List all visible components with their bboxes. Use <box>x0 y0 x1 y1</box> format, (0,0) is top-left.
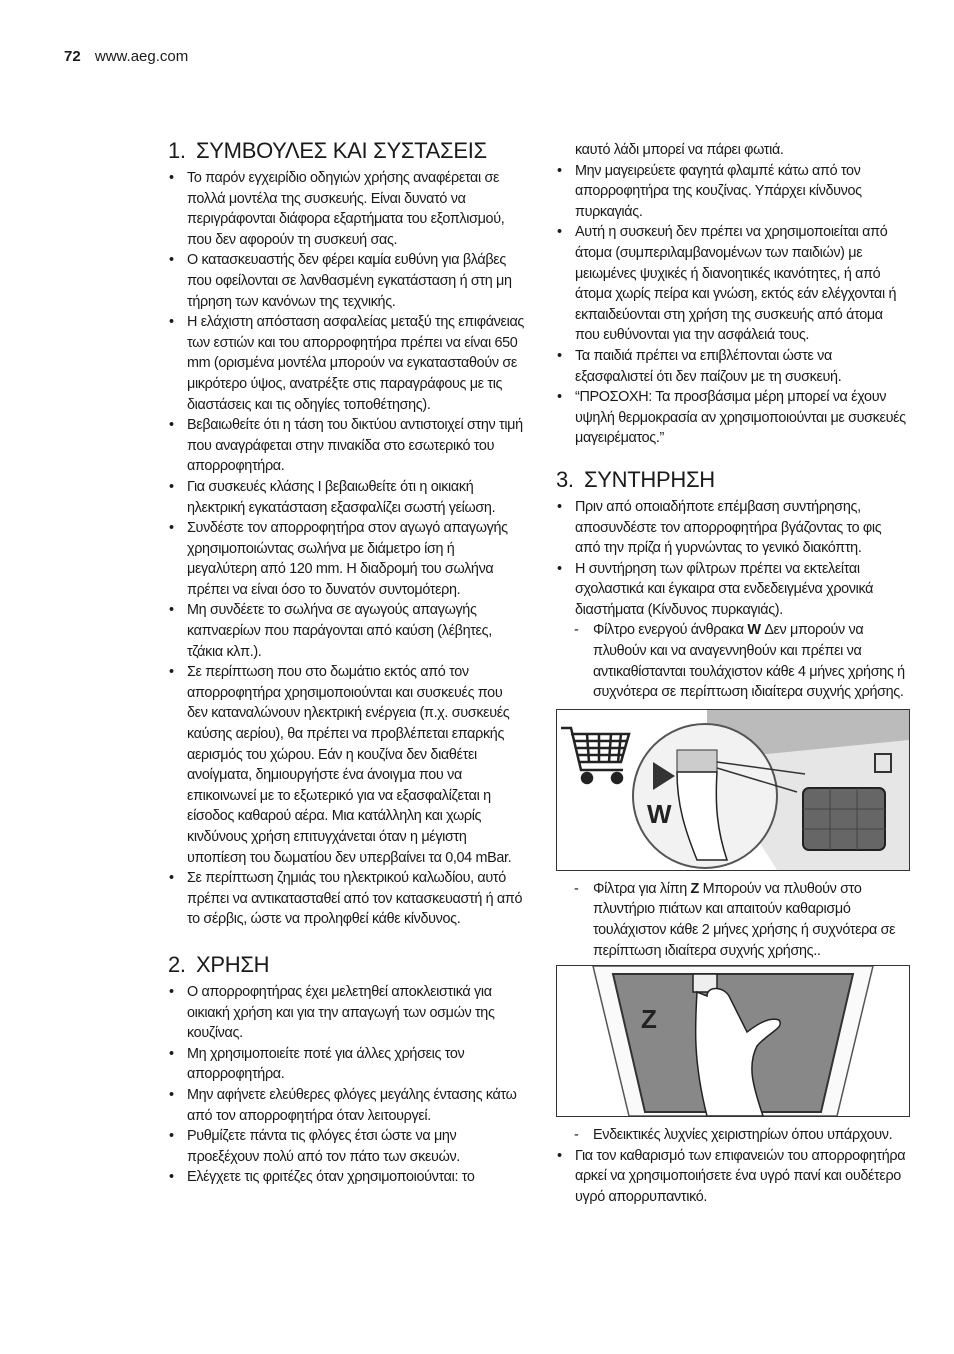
section-2-heading <box>168 952 524 978</box>
list-item: • Για τον καθαρισμό των επιφανειών του απορροφητήρα αρκεί να χρησιμοποιήσετε ένα υγρό πανί και ουδέτερο υγρό απορρυπαντικό. <box>556 1146 910 1208</box>
section-3-list-b <box>556 879 910 961</box>
dash-item-carbon-filter: - Φίλτρο ενεργού άνθρακα W Δεν μπορούν να πλυθούν και να αναγεννηθούν και πρέπει να αντικαθίστανται τουλάχιστον κάθε 4 μήνες χρήσης ή συχνότερα σε περίπτωση ιδιαίτερα συχνής χρήσης. <box>556 620 910 702</box>
dash-item-indicator-lamps: - Ενδεικτικές λυχνίες χειριστηρίων όπου υπάρχουν. <box>556 1125 910 1146</box>
section-1-number: 1. <box>168 138 186 163</box>
section-3-heading <box>556 467 910 493</box>
list-item: • Βεβαιωθείτε ότι η τάση του δικτύου αντιστοιχεί στην τιμή που αναγράφεται στην πινακίδα στο εσωτερικό του απορροφητήρα. <box>168 415 524 477</box>
list-item: • Πριν από οποιαδήποτε επέμβαση συντήρησης, αποσυνδέστε τον απορροφητήρα βγάζοντας το φις από την πρίζα ή γυρνώντας το γενικό διακόπτη. <box>556 497 910 559</box>
filter-w-label: W <box>747 622 761 639</box>
page-number: 72 <box>64 48 81 65</box>
left-column <box>168 138 524 1188</box>
section-3-list-c <box>556 1125 910 1207</box>
carbon-filter-icon <box>803 788 885 850</box>
list-item: • Τα παιδιά πρέπει να επιβλέπονται ώστε να εξασφαλιστεί ότι δεν παίζουν με τη συσκευή. <box>556 346 910 387</box>
list-item: • Ο κατασκευαστής δεν φέρει καμία ευθύνη για βλάβες που οφείλονται σε λανθασμένη εγκατάσταση ή στη μη τήρηση των κανόνων της τεχνικής. <box>168 250 524 312</box>
section-2-list <box>168 982 524 1188</box>
dash-item-grease-filter: - Φίλτρα για λίπη Z Μπορούν να πλυθούν στο πλυντήριο πιάτων και απαιτούν καθαρισμό τουλάχιστον κάθε 2 μήνες χρήσης ή συχνότερα σε περίπτωση ιδιαίτερα συχνής χρήσης.. <box>556 879 910 961</box>
section-2-number: 2. <box>168 951 186 977</box>
figure-label-w: W <box>647 798 672 829</box>
list-item: • Ο απορροφητήρας έχει μελετηθεί αποκλειστικά για οικιακή χρήση και για την απαγωγή των οσμών της κουζίνας. <box>168 982 524 1044</box>
list-item: • Για συσκευές κλάσης I βεβαιωθείτε ότι η οικιακή ηλεκτρική εγκατάσταση εξασφαλίζει σωστή γείωση. <box>168 477 524 518</box>
list-item: • Η συντήρηση των φίλτρων πρέπει να εκτελείται σχολαστικά και έγκαιρα στα ενδεδειγμένα χρονικά διαστήματα (Κίνδυνος πυρκαγιάς). <box>556 559 910 621</box>
list-item: • Σε περίπτωση ζημιάς του ηλεκτρικού καλωδίου, αυτό πρέπει να αντικατασταθεί από τον κατασκευαστή ή από το σέρβις, ώστε να προληφθεί κάθε κίνδυνος. <box>168 868 524 930</box>
list-item: • Ελέγχετε τις φριτέζες όταν χρησιμοποιούνται: το <box>168 1167 524 1188</box>
list-item: • Συνδέστε τον απορροφητήρα στον αγωγό απαγωγής χρησιμοποιώντας σωλήνα με διάμετρο ίση ή μεγαλύτερη από 120 mm. Η διαδρομή του σωλήνα πρέπει να είναι όσο το δυνατόν συντομότερη. <box>168 518 524 600</box>
list-item: • Μην μαγειρεύετε φαγητά φλαμπέ κάτω από τον απορροφητήρα της κουζίνας. Υπάρχει κίνδυνος πυρκαγιάς. <box>556 161 910 223</box>
list-item: • Αυτή η συσκευή δεν πρέπει να χρησιμοποιείται από άτομα (συμπεριλαμβανομένων των παιδιών) με μειωμένες ψυχικές ή διανοητικές ικανότητες, ή από άτομα χωρίς πείρα και γνώση, εκτός εάν ελέγχονται ή εκπαιδεύονται στη χρήση της συσκευής από άτομα που ευθύνονται για την ασφάλειά τους. <box>556 222 910 346</box>
list-item: • Μην αφήνετε ελεύθερες φλόγες μεγάλης έντασης κάτω από τον απορροφητήρα όταν λειτουργεί. <box>168 1085 524 1126</box>
list-item: • Ρυθμίζετε πάντα τις φλόγες έτσι ώστε να μην προεξέχουν πολύ από τον πάτο των σκευών. <box>168 1126 524 1167</box>
list-item: • Μη χρησιμοποιείτε ποτέ για άλλες χρήσεις τον απορροφητήρα. <box>168 1044 524 1085</box>
right-column <box>556 140 910 1208</box>
continued-text: καυτό λάδι μπορεί να πάρει φωτιά. <box>575 142 784 158</box>
site-url[interactable]: www.aeg.com <box>94 48 189 65</box>
list-item: • Το παρόν εγχειρίδιο οδηγιών χρήσης αναφέρεται σε πολλά μοντέλα της συσκευής. Είναι δυνατό να περιγράφονται διάφορα εξαρτήματα του εξοπλισμού, που δεν αφορούν τη συσκευή σας. <box>168 168 524 250</box>
page-header <box>64 48 188 65</box>
list-item: • Η ελάχιστη απόσταση ασφαλείας μεταξύ της επιφάνειας των εστιών και του απορροφητήρα πρέπει να είναι 650 mm (ορισμένα μοντέλα μπορούν να εγκατασταθούν σε μικρότερο ύψος, ανατρέξτε στις παραγράφους με τις διαστάσεις και τις οδηγίες τοποθέτησης). <box>168 312 524 415</box>
shopping-cart-icon <box>561 728 629 783</box>
section-1-list <box>168 168 524 930</box>
section-3-number: 3. <box>556 466 574 492</box>
list-item: • Σε περίπτωση που στο δωμάτιο εκτός από τον απορροφητήρα χρησιμοποιούνται και συσκευές που δεν καταναλώνουν ηλεκτρική ενέργεια (π.χ. συσκευές καύσης αερίου), θα πρέπει να προβλέπεται επαρκής αερισμός του χώρου. Εάν η κουζίνα δεν διαθέτει ανοίγματα, δημιουργήστε ένα άνοιγμα που να επικοινωνεί με το εξωτερικό για να εξασφαλίζεται η είσοδος καθαρού αέρα. Μια κατάλληλη και χωρίς κινδύνους χρήση επιτυγχάνεται όταν η μέγιστη υποπίεση του δωματίου δεν υπερβαίνει τα 0,04 mBar. <box>168 662 524 868</box>
carbon-filter-illustration <box>556 709 910 871</box>
section-2-list-continued <box>556 161 910 449</box>
filter-z-label: Z <box>690 880 699 897</box>
list-item: • “ΠΡΟΣΟΧΗ: Τα προσβάσιμα μέρη μπορεί να έχουν υψηλή θερμοκρασία αν χρησιμοποιούνται με συσκευές μαγειρέματος.” <box>556 387 910 449</box>
section-1-heading <box>168 138 524 164</box>
section-3-title: ΣΥΝΤΗΡΗΣΗ <box>584 466 715 492</box>
list-item: • Μη συνδέετε το σωλήνα σε αγωγούς απαγωγής καπναερίων που παράγονται από καύση (λέβητες, τζάκια κλπ.). <box>168 600 524 662</box>
grease-filter-illustration <box>556 965 910 1117</box>
section-1-title: ΣΥΜΒΟΥΛΕΣ ΚΑΙ ΣΥΣΤΑΣΕΙΣ <box>196 138 487 163</box>
section-3-list <box>556 497 910 703</box>
figure-label-z: Z <box>641 1004 657 1035</box>
section-2-title: ΧΡΗΣΗ <box>196 951 270 977</box>
